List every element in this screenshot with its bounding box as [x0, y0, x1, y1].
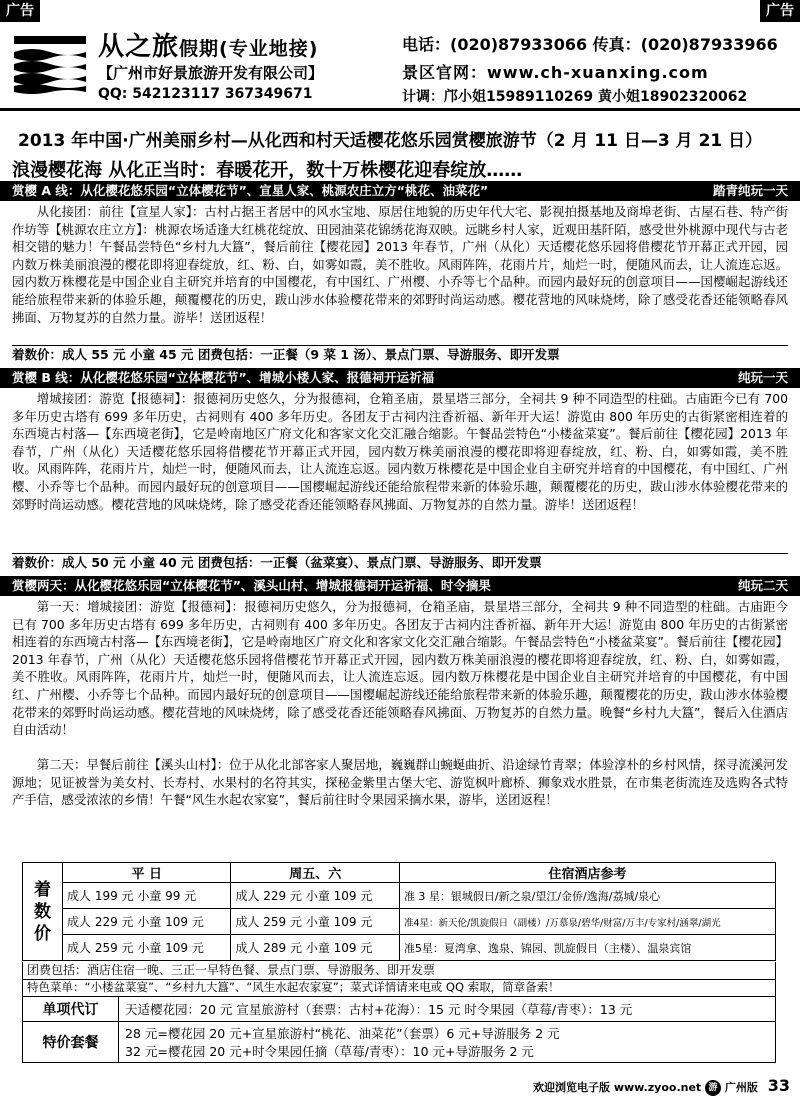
special-package-text	[119, 1022, 776, 1063]
festival-slogan: 浪漫樱花海 从化正当时：春暖花开，数十万株樱花迎春绽放……	[12, 160, 523, 181]
route-a-tag: 踏青纯玩一天	[712, 183, 788, 198]
hotel-option: 准 3 星：银城假日/新之泉/望江/金侨/逸海/荔城/泉心	[399, 883, 775, 909]
route-two-day-header	[0, 576, 800, 596]
footer-site: 欢迎浏览电子版 www.zyoo.net	[532, 1081, 702, 1094]
special-package-line: 32 元=樱花园 20 元+时令果园任摘（草莓/青枣）：10 元+导游服务 2 元	[125, 1044, 534, 1059]
route-two-day-tag: 纯玩二天	[737, 578, 788, 593]
weekend-price: 成人 289 元 小童 109 元	[231, 935, 399, 961]
agency-brand	[98, 26, 318, 63]
weekend-price: 成人 259 元 小童 109 元	[231, 909, 399, 935]
col-weekday: 平 日	[63, 863, 231, 883]
ad-tag-right: 广告	[760, 0, 800, 22]
table-row	[23, 883, 776, 909]
single-booking-text: 天适樱花园：20 元 宣星旅游村（套票：古村+花海）：15 元 时令果园（草莓/青枣）：13 元	[119, 997, 776, 1022]
col-weekend: 周五、六	[231, 863, 399, 883]
header-divider	[0, 108, 800, 111]
planners: 计调：邝小姐15989110269 黄小姐18902320062	[402, 89, 748, 105]
route-b-title: 赏樱 B 线：从化樱花悠乐园“立体樱花节”、增城小楼人家、报德祠开运祈福	[12, 370, 435, 385]
footer-edition: 广州版	[724, 1081, 758, 1094]
route-a-title: 赏樱 A 线：从化樱花悠乐园“立体樱花节”、宣星人家、桃源农庄立方“桃花、油菜花”	[12, 183, 489, 198]
page-footer	[533, 1076, 790, 1096]
hotel-option: 准4星：新天伦/凯旋假日（副楼）/万慕泉/碧华/财富/万丰/专家村/涵翠/湖光	[399, 909, 775, 935]
route-a-header	[0, 181, 800, 201]
website: 景区官网：www.ch-xuanxing.com	[402, 63, 709, 82]
addon-table	[22, 996, 776, 1063]
price-table	[22, 862, 776, 961]
route-b-tag: 纯玩一天	[737, 370, 788, 385]
route-b-price: 着数价：成人 50 元 小童 40 元 团费包括：一正餐（盆菜宴）、景点门票、导游服务、即开发票	[12, 553, 788, 572]
table-row	[23, 909, 776, 935]
route-b-header	[0, 368, 800, 388]
special-package-label: 特价套餐	[23, 1022, 119, 1063]
fee-includes: 团费包括：酒店住宿一晚、三正一早特色餐、景点门票、导游服务、即开发票	[22, 962, 776, 980]
brand-sub: 假期(专业地接)	[179, 38, 319, 60]
table-row	[23, 935, 776, 961]
table-row	[23, 997, 776, 1022]
route-day2-body: 第二天：早餐后前往【溪头山村】：位于从化北部客家人聚居地，巍巍群山蜿蜒曲折、沿途绿竹青翠；体验淳朴的乡村风情，探寻流溪河发源地；见证被誉为美女村、长寿村、水果村的名符其实，探秘金紫里古堡大宅、游览枫叶廊桥、狮象戏水胜景，在市集老街流连及选购各式特产手信，感受浓浓的乡情！午餐“风生水起农家宴”，餐后前往时令果园采摘水果，游毕，送团返程！	[12, 757, 788, 808]
route-a-price: 着数价：成人 55 元 小童 45 元 团费包括：一正餐（9 菜 1 汤）、景点门票、导游服务、即开发票	[12, 345, 788, 364]
route-a-body: 从化接团：前往【宣星人家】：古村占据王者居中的风水宝地、原居住地貌的历史年代大宅、影视拍摄基地及商埠老街、古屋石巷、特产街作坊等【桃源农庄立方】：桃源农场适逢大红桃花绽放、田园油菜花锦绣花海双映。远眺乡村人家，近观田基阡陌，感受世外桃源中现代与古老相交错的魅力！午餐品尝特色“乡村九大簋”，餐后前往【樱花园】2013 年春节，广州（从化）天适樱花悠乐园将借樱花节开幕正式开园，园内数万株美丽浪漫的樱花即将迎春绽放，红、粉、白，如雾如霞，美不胜收。风雨阵阵，花雨片片，灿烂一时，便随风而去，让人流连忘返。园内数万株樱花是中国企业自主研究并培育的中国樱花，有中国红、广州樱、小乔等七个品种。而园内最好玩的创意项目——国樱崛起游线还能给旅程带来新的体验乐趣，颠覆樱花的历史，跋山涉水体验樱花带来的郊野时尚运动感。樱花营地的风味烧烤，除了感受花香还能领略春风拂面、万物复苏的自然力量。游毕！送团返程！	[12, 204, 788, 325]
qq-numbers: QQ: 542123117 367349671	[98, 86, 313, 102]
page-number: 33	[767, 1076, 790, 1095]
special-menu: 特色菜单：“小楼盆菜宴”、“乡村九大簋”、“风生水起农家宴”；菜式详情请来电或 QQ 索取，简章备索！	[22, 979, 776, 997]
route-two-day-title: 赏樱两天：从化樱花悠乐园“立体樱花节”、溪头山村、增城报德祠开运祈福、时令摘果	[12, 578, 491, 593]
single-booking-label: 单项代订	[23, 997, 119, 1022]
weekday-price: 成人 259 元 小童 109 元	[63, 935, 231, 961]
festival-title: 2013 年中国·广州美丽乡村—从化西和村天适樱花悠乐园赏樱旅游节（2 月 11 日—3 月 21 日）	[18, 131, 763, 151]
route-b-body: 增城接团：游览【报德祠】：报德祠历史悠久，分为报德祠，仓箱圣庙，景星塔三部分，全祠共 9 种不同造型的柱础。古庙距今已有 700 多年历史古塔有 699 多年历史，古祠则有 400 多年历史。各团友于古祠内注香祈福、新年开大运！游览由 800 年历史的古街紧密相连着的东西境古村落—【东西境老街】，它是岭南地区广府文化和客家文化交汇融合缩影。午餐品尝特色“小楼盆菜宴”。餐后前往【樱花园】2013 年春节，广州（从化）天适樱花悠乐园将借樱花节开幕正式开园，园内数万株美丽浪漫的樱花即将迎春绽放，红、粉、白，如雾如霞，美不胜收。风雨阵阵，花雨片片，灿烂一时，便随风而去，让人流连忘返。园内数万株樱花是中国企业自主研究并培育的中国樱花，有中国红、广州樱、小乔等七个品种。而园内最好玩的创意项目——国樱崛起游线还能给旅程带来新的体验乐趣，颠覆樱花的历史，跋山涉水体验樱花带来的郊野时尚运动感。樱花营地的风味烧烤，除了感受花香还能领略春风拂面、万物复苏的自然力量。游毕！送团返程！	[12, 391, 788, 512]
weekday-price: 成人 199 元 小童 99 元	[63, 883, 231, 909]
agency-logo-icon	[14, 30, 86, 94]
table-row	[23, 1022, 776, 1063]
company-name: 【广州市好景旅游开发有限公司】	[98, 64, 324, 82]
route-day1-body: 第一天：增城接团：游览【报德祠】：报德祠历史悠久，分为报德祠，仓箱圣庙，景星塔三部分，全祠共 9 种不同造型的柱础。古庙距今已有 700 多年历史古塔有 699 多年历史，古祠则有 400 多年历史。各团友于古祠内注香祈福、新年开大运！游览由 800 年历史的古街紧密相连着的东西境古村落—【东西境老街】，它是岭南地区广府文化和客家文化交汇融合缩影。午餐品尝特色“小楼盆菜宴”。餐后前往【樱花园】2013 年春节，广州（从化）天适樱花悠乐园将借樱花节开幕正式开园，园内数万株美丽浪漫的樱花即将迎春绽放，红、粉、白，如雾如霞，美不胜收。风雨阵阵，花雨片片，灿烂一时，便随风而去，让人流连忘返。园内数万株樱花是中国企业自主研究并培育的中国樱花，有中国红、广州樱、小乔等七个品种。而园内最好玩的创意项目——国樱崛起游线还能给旅程带来新的体验乐趣，颠覆樱花的历史，跋山涉水体验樱花带来的郊野时尚运动感。樱花营地的风味烧烤，除了感受花香还能领略春风拂面、万物复苏的自然力量。晚餐“乡村九大簋”，餐后入住酒店自由活动！	[12, 599, 788, 738]
weekday-price: 成人 229 元 小童 109 元	[63, 909, 231, 935]
weekend-price: 成人 229 元 小童 109 元	[231, 883, 399, 909]
edition-badge-icon: 游	[705, 1080, 721, 1096]
phone-fax: 电话：(020)87933066 传真：(020)87933966	[402, 35, 778, 54]
ad-tag-left: 广告	[0, 0, 40, 22]
agency-header	[6, 24, 794, 104]
price-row-label: 着数价	[23, 863, 63, 961]
price-table-header	[23, 863, 776, 883]
hotel-option: 准5星：夏湾拿、逸泉、锦园、凯旋假日（主楼）、温泉宾馆	[399, 935, 775, 961]
top-bar	[0, 0, 800, 22]
col-hotel: 住宿酒店参考	[399, 863, 775, 883]
special-package-line: 28 元=樱花园 20 元+宣星旅游村“桃花、油菜花”（套票）6 元+导游服务 2 元	[125, 1026, 560, 1041]
brand-main: 从之旅	[98, 32, 180, 62]
